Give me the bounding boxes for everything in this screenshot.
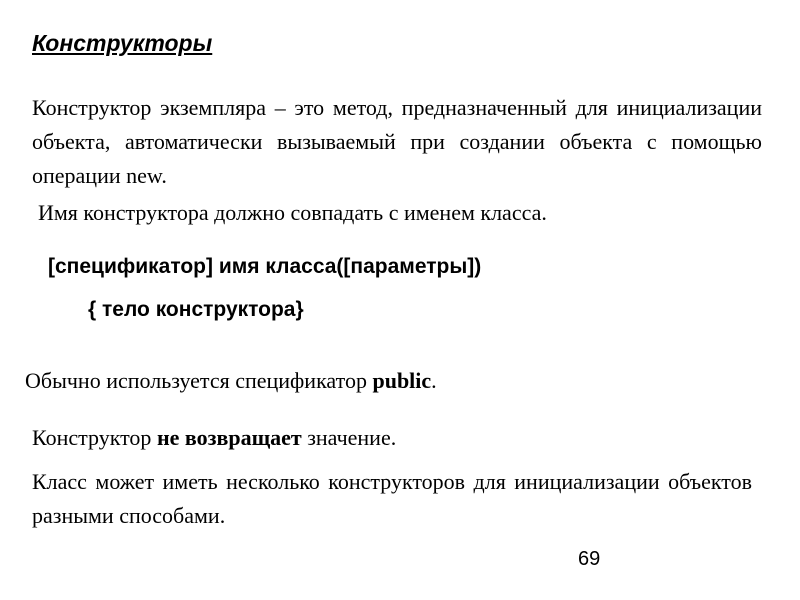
no-return-emphasis: не возвращает [156, 425, 302, 450]
public-keyword: public [372, 368, 432, 393]
page-number: 69 [578, 548, 601, 570]
no-return-text-before: Конструктор [32, 425, 157, 450]
multiple-constructors-text: Класс может иметь несколько конструкторов для инициализации объектов разными способами. [32, 469, 752, 528]
public-specifier-text-before: Обычно используется спецификатор [25, 368, 373, 393]
no-return-text-after: значение. [301, 425, 397, 450]
syntax-line-2: { тело конструктора} [88, 298, 304, 321]
slide-title: Конструкторы [32, 30, 213, 56]
public-specifier-text-after: . [431, 368, 437, 393]
syntax-line-1: [спецификатор] имя класса([параметры]) [48, 255, 482, 278]
constructor-name-rule-text: Имя конструктора должно совпадать с именем класса. [38, 200, 547, 225]
public-specifier-text [25, 364, 755, 398]
constructor-definition-text: Конструктор экземпляра – это метод, предназначенный для инициализации объекта, автоматически вызываемый при создании объекта с помощью операции new. [32, 95, 762, 188]
no-return-value-text [32, 421, 762, 455]
